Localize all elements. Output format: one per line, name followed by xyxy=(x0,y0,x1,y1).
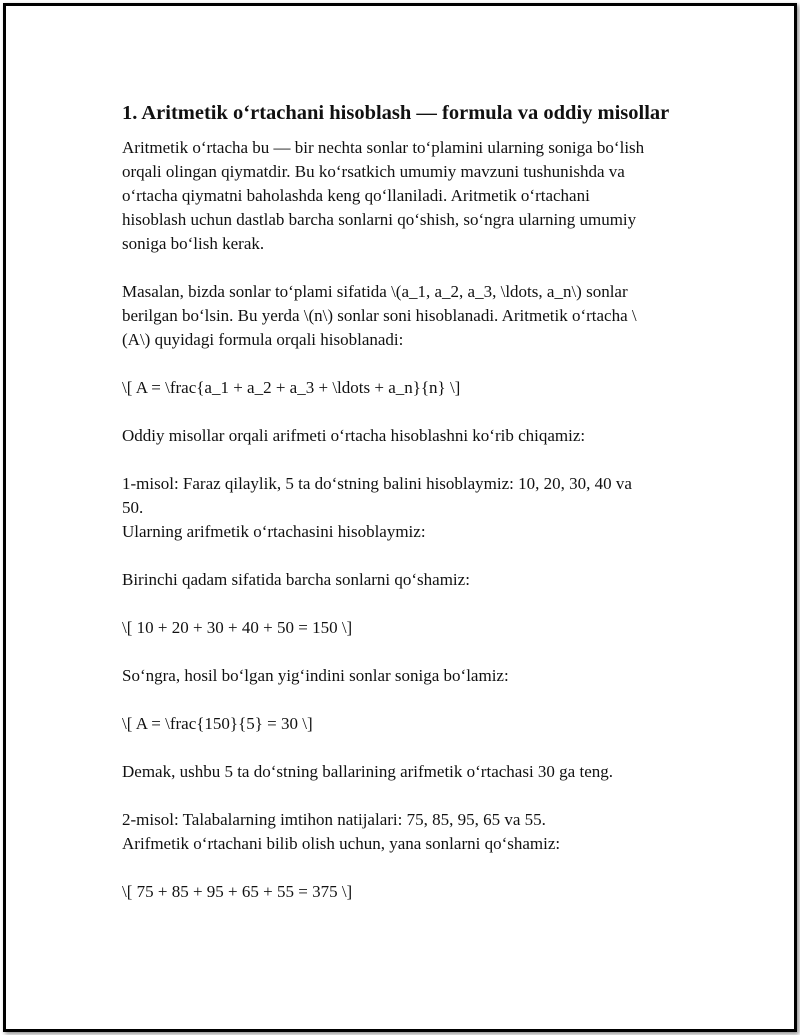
text-line: hisoblash uchun dastlab barcha sonlarni qo‘shish, so‘ngra ularning umumiy xyxy=(122,210,637,229)
example-set-paragraph xyxy=(122,280,694,352)
step-1-text: Birinchi qadam sifatida barcha sonlarni qo‘shamiz: xyxy=(122,570,470,589)
text-line: berilgan bo‘lsin. Bu yerda \(n\) sonlar soni hisoblanadi. Aritmetik o‘rtacha \ xyxy=(122,306,637,325)
average-formula-1: \[ A = \frac{150}{5} = 30 \] xyxy=(122,714,313,733)
document-body xyxy=(122,99,694,928)
text-line: o‘rtacha qiymatni baholashda keng qo‘llaniladi. Aritmetik o‘rtachani xyxy=(122,186,590,205)
general-formula: \[ A = \frac{a_1 + a_2 + a_3 + \ldots + a_n}{n} \] xyxy=(122,378,461,397)
text-line: 1-misol: Faraz qilaylik, 5 ta do‘stning balini hisoblaymiz: 10, 20, 30, 40 va xyxy=(122,474,632,493)
text-line: Masalan, bizda sonlar to‘plami sifatida \(a_1, a_2, a_3, \ldots, a_n\) sonlar xyxy=(122,282,628,301)
text-line: (A\) quyidagi formula orqali hisoblanadi: xyxy=(122,330,404,349)
text-line: Ularning arifmetik o‘rtachasini hisoblaymiz: xyxy=(122,522,426,541)
step-2-text: So‘ngra, hosil bo‘lgan yig‘indini sonlar soniga bo‘lamiz: xyxy=(122,666,509,685)
intro-paragraph xyxy=(122,136,694,256)
conclusion-1-text: Demak, ushbu 5 ta do‘stning ballarining arifmetik o‘rtachasi 30 ga teng. xyxy=(122,762,613,781)
sum-formula-2: \[ 75 + 85 + 95 + 65 + 55 = 375 \] xyxy=(122,882,353,901)
section-heading: 1. Aritmetik o‘rtachani hisoblash — formula va oddiy misollar xyxy=(122,102,670,124)
text-line: 50. xyxy=(122,498,144,517)
simple-examples-intro: Oddiy misollar orqali arifmeti o‘rtacha hisoblashni ko‘rib chiqamiz: xyxy=(122,426,586,445)
text-line: Aritmetik o‘rtacha bu — bir nechta sonlar to‘plamini ularning soniga bo‘lish xyxy=(122,138,645,157)
text-line: 2-misol: Talabalarning imtihon natijalari: 75, 85, 95, 65 va 55. xyxy=(122,810,546,829)
text-line: soniga bo‘lish kerak. xyxy=(122,234,265,253)
text-line: orqali olingan qiymatdir. Bu ko‘rsatkich umumiy mavzuni tushunishda va xyxy=(122,162,625,181)
example-1-paragraph xyxy=(122,472,694,544)
sum-formula-1: \[ 10 + 20 + 30 + 40 + 50 = 150 \] xyxy=(122,618,353,637)
example-2-paragraph xyxy=(122,808,694,856)
text-line: Arifmetik o‘rtachani bilib olish uchun, yana sonlarni qo‘shamiz: xyxy=(122,834,561,853)
page-frame xyxy=(3,3,797,1032)
